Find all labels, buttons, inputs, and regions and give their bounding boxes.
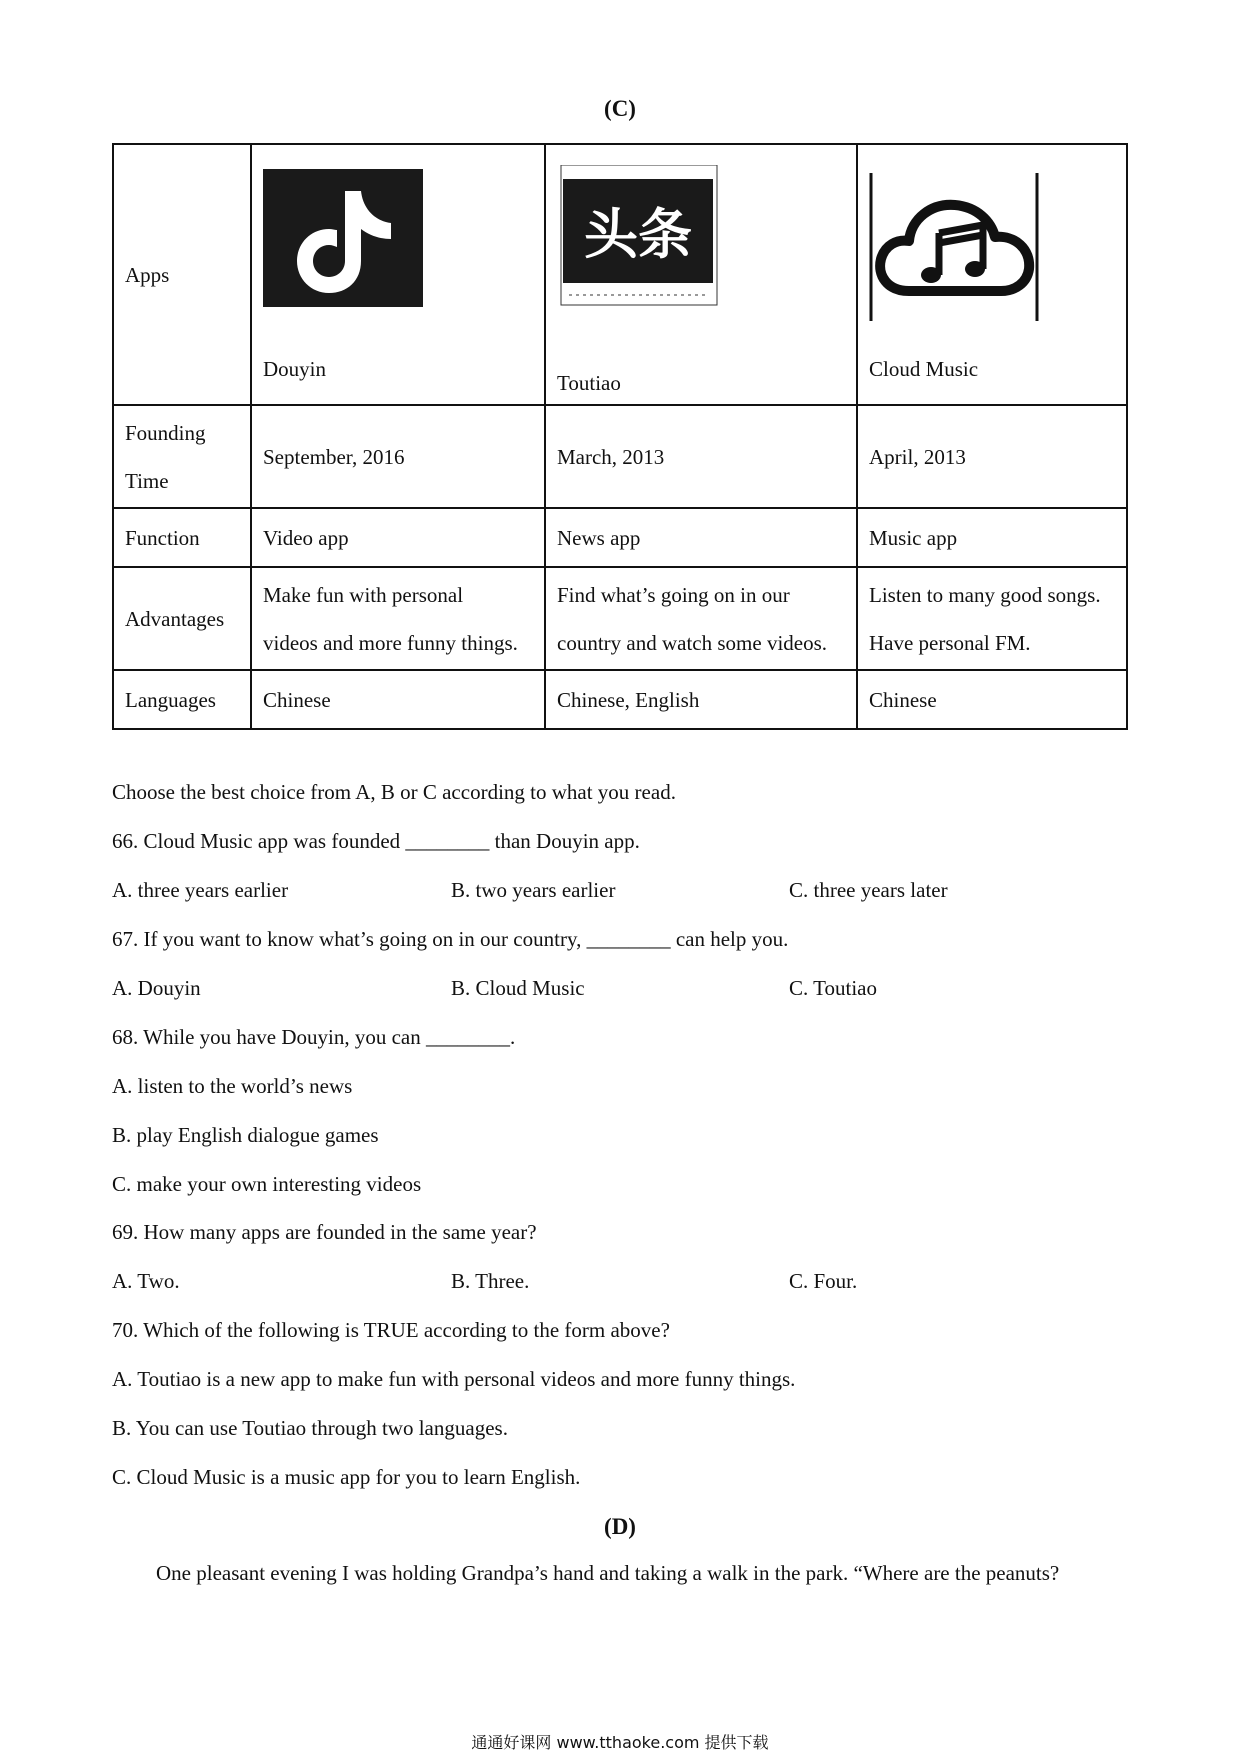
q69-option-b: B. Three. (451, 1269, 530, 1293)
app-name-toutiao: Toutiao (557, 371, 621, 395)
footer-watermark: 通通好课网 www.tthaoke.com 提供下载 (471, 1733, 769, 1752)
question-66: 66. Cloud Music app was founded ________ than Douyin app. (112, 829, 640, 853)
q68-option-a: A. listen to the world’s news (112, 1074, 353, 1098)
languages-cloud-music: Chinese (857, 670, 1127, 729)
row-label-function: Function (113, 508, 251, 567)
table-row-function (113, 508, 1127, 567)
founding-cloud-music: April, 2013 (857, 405, 1127, 508)
instruction: Choose the best choice from A, B or C according to what you read. (112, 780, 676, 804)
advantages-douyin (251, 567, 545, 670)
languages-douyin: Chinese (251, 670, 545, 729)
question-67: 67. If you want to know what’s going on in our country, ________ can help you. (112, 927, 789, 951)
q66-option-b: B. two years earlier (451, 878, 616, 902)
question-70: 70. Which of the following is TRUE according to the form above? (112, 1318, 670, 1342)
advantages-toutiao-line2: country and watch some videos. (557, 630, 828, 655)
languages-toutiao: Chinese, English (545, 670, 857, 729)
q68-option-c: C. make your own interesting videos (112, 1172, 422, 1196)
founding-label-line2: Time (125, 468, 169, 493)
q70-option-c: C. Cloud Music is a music app for you to learn English. (112, 1465, 581, 1489)
app-cell-cloud-music (857, 144, 1127, 405)
section-c-title: (C) (604, 96, 636, 121)
advantages-toutiao (545, 567, 857, 670)
q69-option-a: A. Two. (112, 1269, 180, 1293)
q70-option-a: A. Toutiao is a new app to make fun with personal videos and more funny things. (112, 1367, 796, 1391)
q67-option-b: B. Cloud Music (451, 976, 585, 1000)
app-name-cloud-music: Cloud Music (869, 357, 979, 381)
app-name-douyin: Douyin (263, 357, 326, 381)
advantages-cloud-music-line1: Listen to many good songs. (869, 582, 1101, 607)
q66-option-c: C. three years later (789, 878, 948, 902)
advantages-douyin-line2: videos and more funny things. (263, 630, 518, 655)
row-label-advantages: Advantages (113, 567, 251, 670)
cloud-music-logo-icon (869, 173, 1041, 338)
toutiao-logo-text: 头条 (584, 203, 692, 266)
question-68: 68. While you have Douyin, you can ________. (112, 1025, 516, 1049)
app-cell-toutiao (545, 144, 857, 405)
advantages-douyin-line1: Make fun with personal (263, 582, 464, 607)
section-d-title: (D) (604, 1514, 636, 1539)
table-row-apps (113, 144, 1127, 405)
row-label-apps: Apps (113, 144, 251, 405)
row-label-languages: Languages (113, 670, 251, 729)
q67-option-c: C. Toutiao (789, 976, 877, 1000)
app-cell-douyin (251, 144, 545, 405)
douyin-logo-icon (263, 169, 423, 324)
founding-toutiao: March, 2013 (545, 405, 857, 508)
advantages-cloud-music (857, 567, 1127, 670)
q69-option-c: C. Four. (789, 1269, 858, 1293)
question-69: 69. How many apps are founded in the same year? (112, 1220, 537, 1244)
toutiao-logo-icon (559, 165, 721, 332)
function-douyin: Video app (251, 508, 545, 567)
passage-d-first-line: One pleasant evening I was holding Grandpa’s hand and taking a walk in the park. “Where are the peanuts? (156, 1561, 1060, 1585)
function-cloud-music: Music app (857, 508, 1127, 567)
function-toutiao: News app (545, 508, 857, 567)
apps-table (112, 143, 1128, 730)
founding-douyin: September, 2016 (251, 405, 545, 508)
advantages-toutiao-line1: Find what’s going on in our (557, 582, 790, 607)
table-row-advantages (113, 567, 1127, 670)
q68-option-b: B. play English dialogue games (112, 1123, 379, 1147)
table-row-founding (113, 405, 1127, 508)
q66-option-a: A. three years earlier (112, 878, 289, 902)
table-row-languages (113, 670, 1127, 729)
q67-option-a: A. Douyin (112, 976, 201, 1000)
q70-option-b: B. You can use Toutiao through two languages. (112, 1416, 508, 1440)
advantages-cloud-music-line2: Have personal FM. (869, 630, 1031, 655)
row-label-founding (113, 405, 251, 508)
founding-label-line1: Founding (125, 420, 206, 445)
